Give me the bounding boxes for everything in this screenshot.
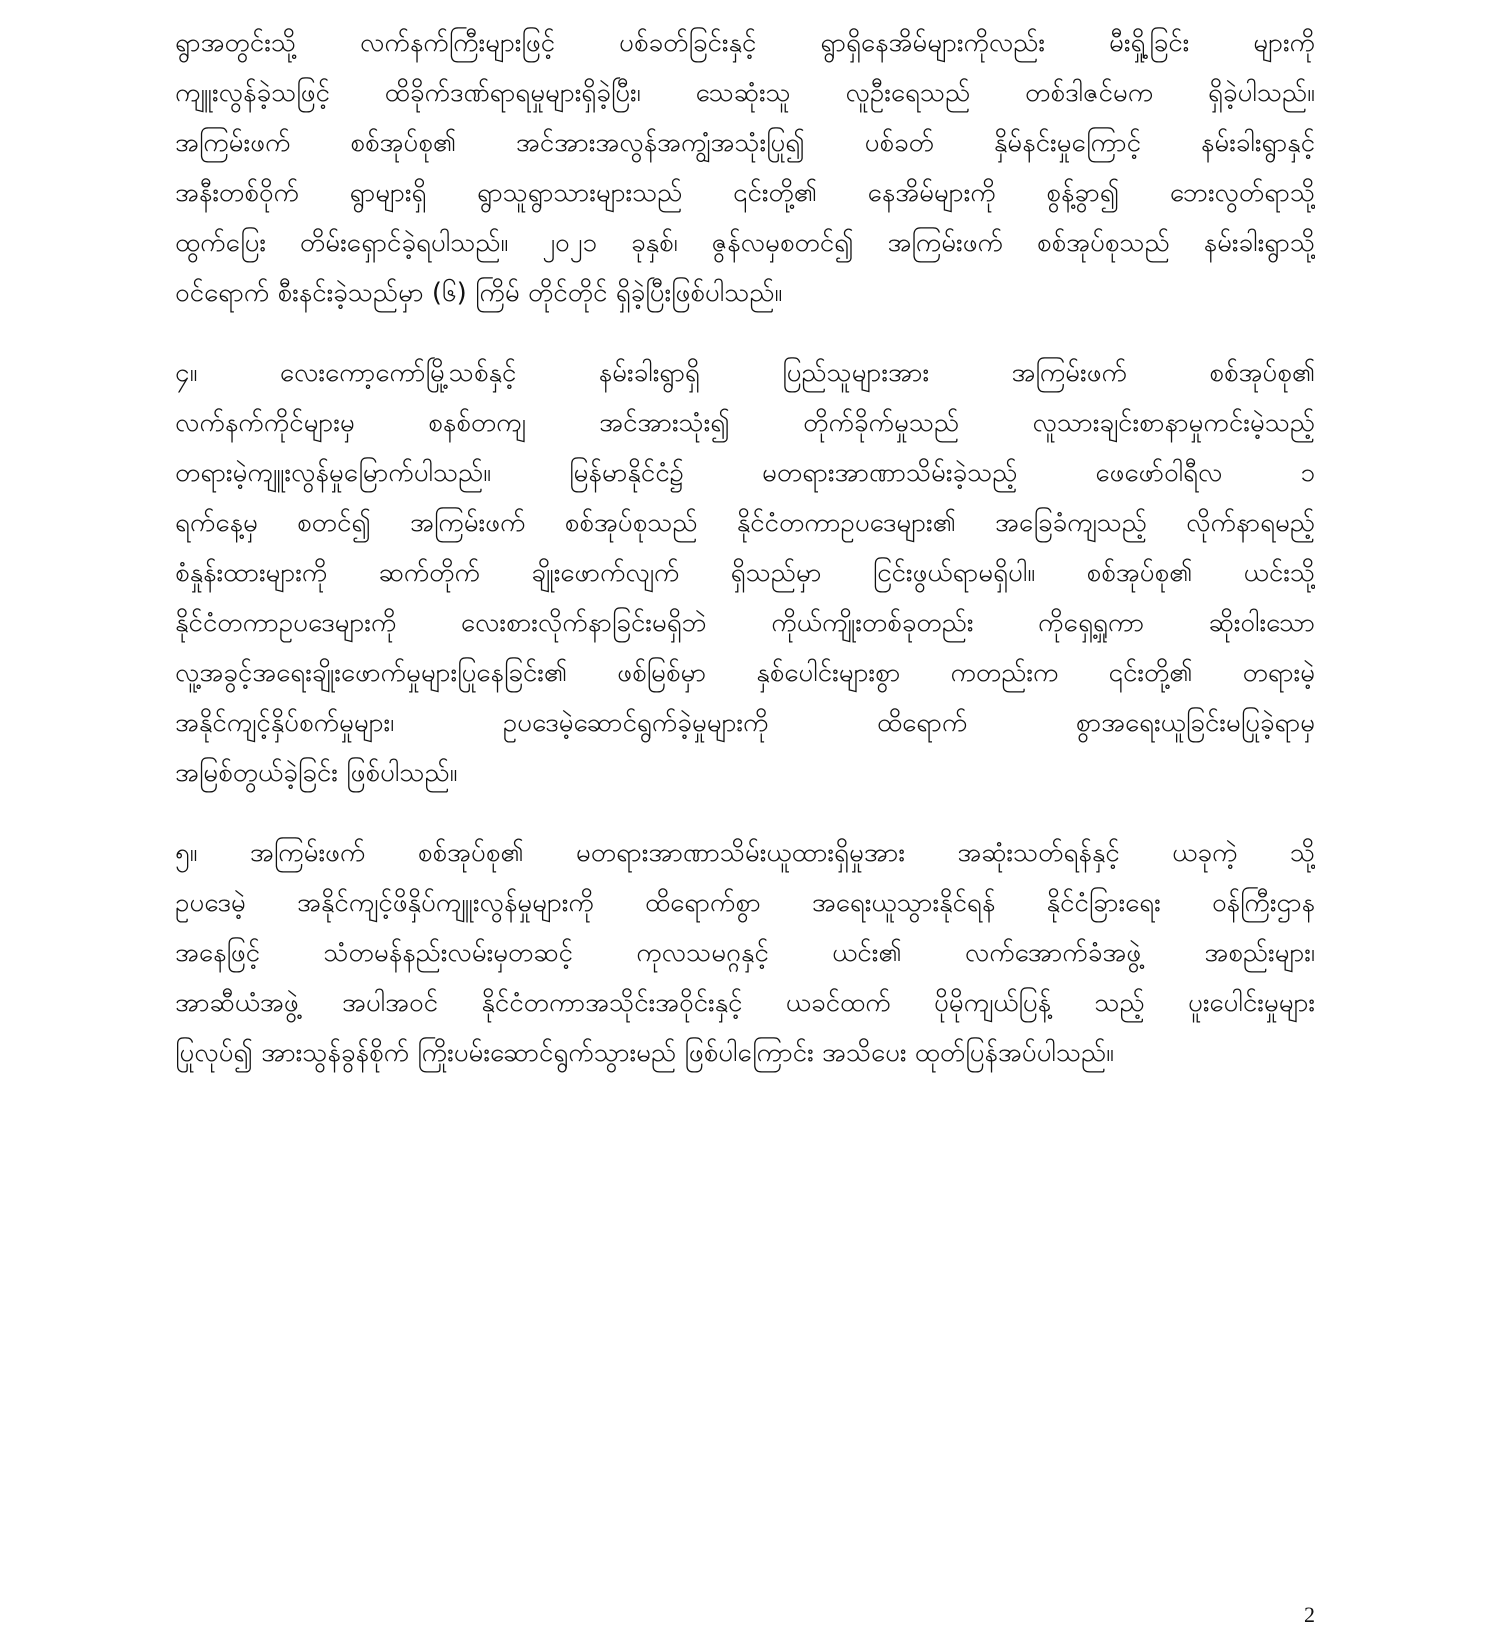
- text-line: ထွက်ပြေး တိမ်းရှောင်ခဲ့ရပါသည်။ ၂၀၂၁ ခုနှစ်၊ ဇွန်လမှစတင်၍ အကြမ်းဖက် စစ်အုပ်စုသည် နမ်းခါးရွာသို့: [175, 228, 1315, 258]
- paragraph-5: [175, 828, 1315, 1078]
- text-line: ဥပဒေမဲ့ အနိုင်ကျင့်ဖိနှိပ်ကျူးလွန်မှုများကို ထိရောက်စွာ အရေးယူသွားနိုင်ရန် နိုင်ငံခြားရေး ဝန်ကြီးဌာန: [175, 888, 1315, 918]
- text-line: ၅။ အကြမ်းဖက် စစ်အုပ်စု၏ မတရားအာဏာသိမ်းယူထားရှိမှုအား အဆုံးသတ်ရန်နှင့် ယခုကဲ့ သို့: [175, 838, 1315, 868]
- text-line: အကြမ်းဖက် စစ်အုပ်စု၏ အင်အားအလွန်အကျွံအသုံးပြု၍ ပစ်ခတ် နှိမ်နင်းမှုကြောင့် နမ်းခါးရွာနှင့်: [175, 128, 1315, 158]
- text-line: အနီးတစ်ဝိုက် ရွာများရှိ ရွာသူရွာသားများသည် ၎င်းတို့၏ နေအိမ်များကို စွန့်ခွာ၍ ဘေးလွတ်ရာသို့: [175, 178, 1315, 208]
- text-line: အာဆီယံအဖွဲ့ အပါအဝင် နိုင်ငံတကာအသိုင်းအဝိုင်းနှင့် ယခင်ထက် ပိုမိုကျယ်ပြန့် သည့် ပူးပေါင်းမှုများ: [175, 988, 1315, 1018]
- text-line: ၄။ လေးကော့ကော်မြို့သစ်နှင့် နမ်းခါးရွာရှိ ပြည်သူများအား အကြမ်းဖက် စစ်အုပ်စု၏: [175, 358, 1315, 388]
- text-line: အနေဖြင့် သံတမန်နည်းလမ်းမှတဆင့် ကုလသမဂ္ဂနှင့် ယင်း၏ လက်အောက်ခံအဖွဲ့ အစည်းများ၊: [175, 938, 1315, 968]
- text-line: ဝင်ရောက် စီးနင်းခဲ့သည်မှာ (၆) ကြိမ် တိုင်တိုင် ရှိခဲ့ပြီးဖြစ်ပါသည်။: [175, 278, 783, 308]
- text-line: ရက်နေ့မှ စတင်၍ အကြမ်းဖက် စစ်အုပ်စုသည် နိုင်ငံတကာဥပဒေများ၏ အခြေခံကျသည့် လိုက်နာရမည့်: [175, 508, 1315, 538]
- page-number: 2: [1304, 1602, 1315, 1627]
- text-line: စံနှုန်းထားများကို ဆက်တိုက် ချိုးဖောက်လျက် ရှိသည်မှာ ငြင်းဖွယ်ရာမရှိပါ။ စစ်အုပ်စု၏ ယင်းသို့: [175, 558, 1315, 588]
- text-line: လူ့အခွင့်အရေးချိုးဖောက်မှုများပြုနေခြင်း၏ ဖစ်မြစ်မှာ နှစ်ပေါင်းများစွာ ကတည်းက ၎င်းတို့၏ တရားမဲ့: [175, 658, 1315, 688]
- text-line: တရားမဲ့ကျူးလွန်မှုမြောက်ပါသည်။ မြန်မာနိုင်ငံ၌ မတရားအာဏာသိမ်းခဲ့သည့် ဖေဖော်ဝါရီလ ၁: [175, 458, 1315, 488]
- text-line: အမြစ်တွယ်ခဲ့ခြင်း ဖြစ်ပါသည်။: [175, 758, 458, 788]
- document-body: [175, 18, 1315, 1108]
- paragraph-4: [175, 348, 1315, 798]
- text-line: နိုင်ငံတကာဥပဒေများကို လေးစားလိုက်နာခြင်းမရှိဘဲ ကိုယ်ကျိုးတစ်ခုတည်း ကိုရှေ့ရှုကာ ဆိုးဝါးသော: [175, 608, 1315, 638]
- text-line: အနိုင်ကျင့်နှိပ်စက်မှုများ၊ ဥပဒေမဲ့ဆောင်ရွက်ခဲ့မှုများကို ထိရောက် စွာအရေးယူခြင်းမပြုခဲ့ရာမှ: [175, 708, 1315, 738]
- text-line: ရွာအတွင်းသို့ လက်နက်ကြီးများဖြင့် ပစ်ခတ်ခြင်းနှင့် ရွာရှိနေအိမ်များကိုလည်း မီးရှို့ခြင်း များကို: [175, 28, 1315, 58]
- paragraph-continued: [175, 18, 1315, 318]
- text-line: လက်နက်ကိုင်များမှ စနစ်တကျ အင်အားသုံး၍ တိုက်ခိုက်မှုသည် လူသားချင်းစာနာမှုကင်းမဲ့သည့်: [175, 408, 1315, 438]
- text-line: ပြုလုပ်၍ အားသွန်ခွန်စိုက် ကြိုးပမ်းဆောင်ရွက်သွားမည် ဖြစ်ပါကြောင်း အသိပေး ထုတ်ပြန်အပ်ပါသည်။: [175, 1038, 1115, 1068]
- text-line: ကျူးလွန်ခဲ့သဖြင့် ထိခိုက်ဒဏ်ရာရမှုများရှိခဲ့ပြီး၊ သေဆုံးသူ လူဦးရေသည် တစ်ဒါဇင်မက ရှိခဲ့ပါသည်။: [175, 78, 1315, 108]
